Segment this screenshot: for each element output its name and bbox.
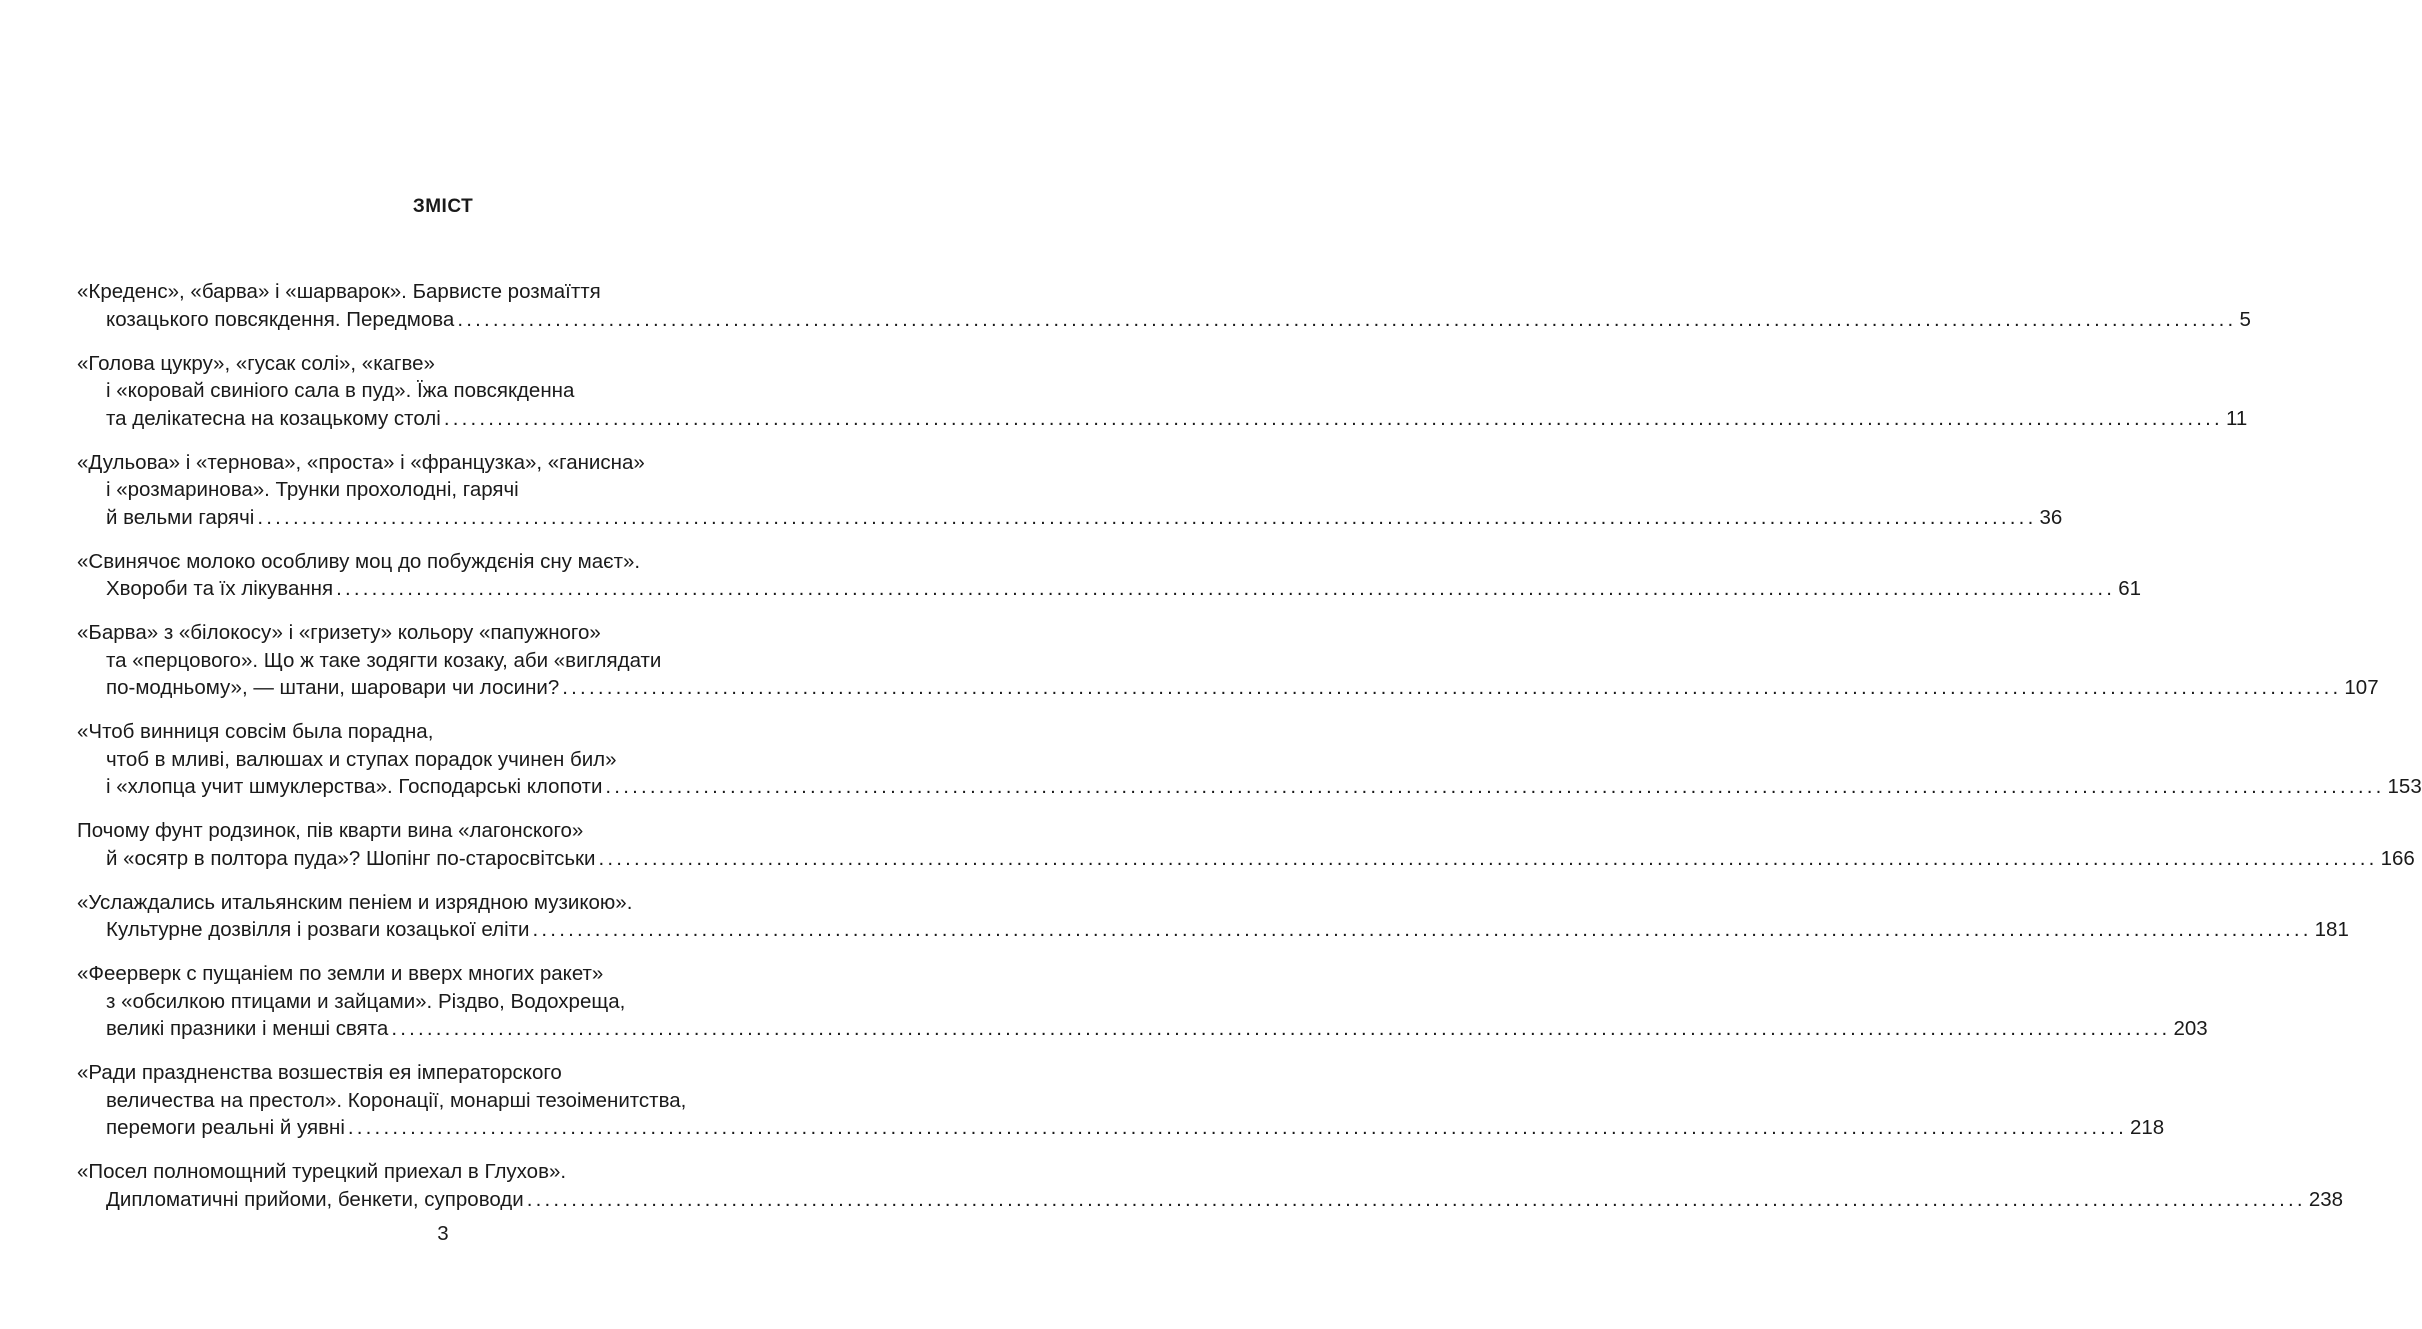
toc-entry-last-line — [77, 674, 2379, 702]
toc-heading: ЗМІСТ — [412, 196, 474, 217]
toc-entry-title-text: й вельми гарячі — [106, 505, 255, 529]
toc-entry — [77, 449, 2063, 532]
toc-entry — [77, 960, 2208, 1043]
toc-entry-title-text: Хвороби та їх лікування — [106, 577, 334, 600]
toc-entry-last-line — [77, 845, 2415, 873]
toc-page-number: 203 — [2173, 1017, 2208, 1040]
dot-leader: ........................................................................................................................................................................................................ — [391, 1017, 2171, 1040]
toc-entry-last-line — [77, 405, 2248, 433]
dot-leader: ........................................................................................................................................................................................................ — [562, 676, 2342, 699]
toc-entry-line: з «обсилкою птицами и зайцами». Різдво, Водохреща, — [106, 989, 626, 1013]
toc-page-number: 181 — [2314, 918, 2349, 941]
toc-page-number: 107 — [2344, 676, 2379, 699]
toc-entry-line: і «коровай свиніого сала в пуд». Їжа повсякденна — [106, 379, 575, 402]
toc-entry-line: «Креденс», «барва» і «шарварок». Барвисте розмаїття — [77, 280, 601, 303]
toc-entry-last-line — [77, 575, 2142, 603]
dot-leader: ........................................................................................................................................................................................................ — [257, 505, 2037, 529]
toc-entry — [77, 1059, 2165, 1142]
toc-entry-title-text: великі празники і менші свята — [106, 1017, 389, 1040]
toc-entry-last-line — [77, 504, 2063, 532]
toc-entry-line: «Голова цукру», «гусак солі», «кагве» — [77, 351, 435, 375]
toc-page-number: 218 — [2130, 1116, 2165, 1139]
toc-entry — [77, 1158, 2344, 1213]
toc-page-number: 238 — [2308, 1187, 2344, 1211]
dot-leader: ........................................................................................................................................................................................................ — [347, 1116, 2127, 1139]
toc-entry-line: «Феерверк с пущаніем по земли и вверх многих ракет» — [77, 962, 604, 985]
toc-entry-line: Почому фунт родзинок, пів кварти вина «лагонского» — [77, 819, 584, 842]
toc-entry-line: «Дульова» і «тернова», «проста» і «французка», «ганисна» — [77, 450, 645, 474]
toc-entry — [77, 350, 2248, 433]
toc-entry — [77, 619, 2379, 702]
dot-leader: ........................................................................................................................................................................................................ — [532, 918, 2312, 941]
toc-entry-last-line — [77, 1186, 2344, 1214]
dot-leader: ........................................................................................................................................................................................................ — [336, 577, 2116, 600]
toc-entry-title-text: по-модньому», — штани, шаровари чи лосини? — [106, 676, 560, 699]
toc-entry-last-line — [77, 306, 2251, 334]
toc-page-number: 36 — [2039, 505, 2063, 529]
toc-entry-title-text: козацького повсякдення. Передмова — [106, 307, 455, 331]
toc-entry-line: «Посел полномощний турецкий приехал в Глухов». — [77, 1160, 567, 1183]
toc-entry-line: «Барва» з «білокосу» і «гризету» кольору «папужного» — [77, 621, 601, 644]
toc-entry-last-line — [77, 1114, 2165, 1142]
toc-entry-line: чтоб в мливі, валюшах и ступах порадок учинен бил» — [106, 747, 617, 771]
dot-leader: ........................................................................................................................................................................................................ — [443, 406, 2223, 430]
toc-entry — [77, 278, 2251, 333]
toc-entry — [77, 889, 2349, 944]
toc-entry-title-text: та делікатесна на козацькому столі — [106, 406, 441, 430]
page-number: 3 — [437, 1222, 449, 1245]
toc-entry-title-text: перемоги реальні й уявні — [106, 1116, 345, 1139]
dot-leader: ........................................................................................................................................................................................................ — [598, 846, 2378, 870]
toc-entry-title-text: й «осятр в полтора пуда»? Шопінг по-старосвітськи — [106, 846, 596, 870]
toc-entry-line: «Чтоб винниця совсім была порадна, — [77, 720, 434, 743]
toc-entry — [77, 548, 2142, 603]
dot-leader: ........................................................................................................................................................................................................ — [457, 307, 2237, 331]
dot-leader: ........................................................................................................................................................................................................ — [526, 1187, 2306, 1211]
table-of-contents — [77, 278, 2422, 1230]
toc-entry-line: і «розмаринова». Трунки прохолодні, гарячі — [106, 478, 519, 501]
toc-entry-line: величества на престол». Коронації, монарші тезоіменитства, — [106, 1088, 687, 1112]
toc-entry-last-line — [77, 916, 2349, 944]
toc-entry — [77, 718, 2422, 801]
toc-page-number: 61 — [2118, 577, 2142, 600]
toc-entry — [77, 817, 2415, 872]
toc-entry-title-text: Культурне дозвілля і розваги козацької еліти — [106, 918, 530, 941]
toc-entry-line: та «перцового». Що ж таке зодягти козаку, аби «виглядати — [106, 648, 662, 672]
toc-page-number: 166 — [2380, 846, 2415, 870]
toc-entry-line: «Свинячоє молоко особливу моц до побуждєнія сну маєт». — [77, 549, 641, 573]
dot-leader: ........................................................................................................................................................................................................ — [605, 775, 2385, 798]
toc-entry-last-line — [77, 1015, 2208, 1043]
toc-entry-line: «Услаждались итальянским пеніем и изрядною музикою». — [77, 890, 633, 914]
toc-entry-line: «Ради праздненства возшествія ея імператорского — [77, 1061, 562, 1084]
toc-entry-title-text: і «хлопца учит шмуклерства». Господарські клопоти — [106, 775, 603, 798]
toc-entry-last-line — [77, 773, 2422, 801]
toc-page-number: 11 — [2225, 406, 2248, 430]
toc-entry-title-text: Дипломатичні прийоми, бенкети, супроводи — [106, 1187, 524, 1211]
toc-page-number: 5 — [2239, 307, 2251, 331]
toc-page-number: 153 — [2387, 775, 2422, 798]
